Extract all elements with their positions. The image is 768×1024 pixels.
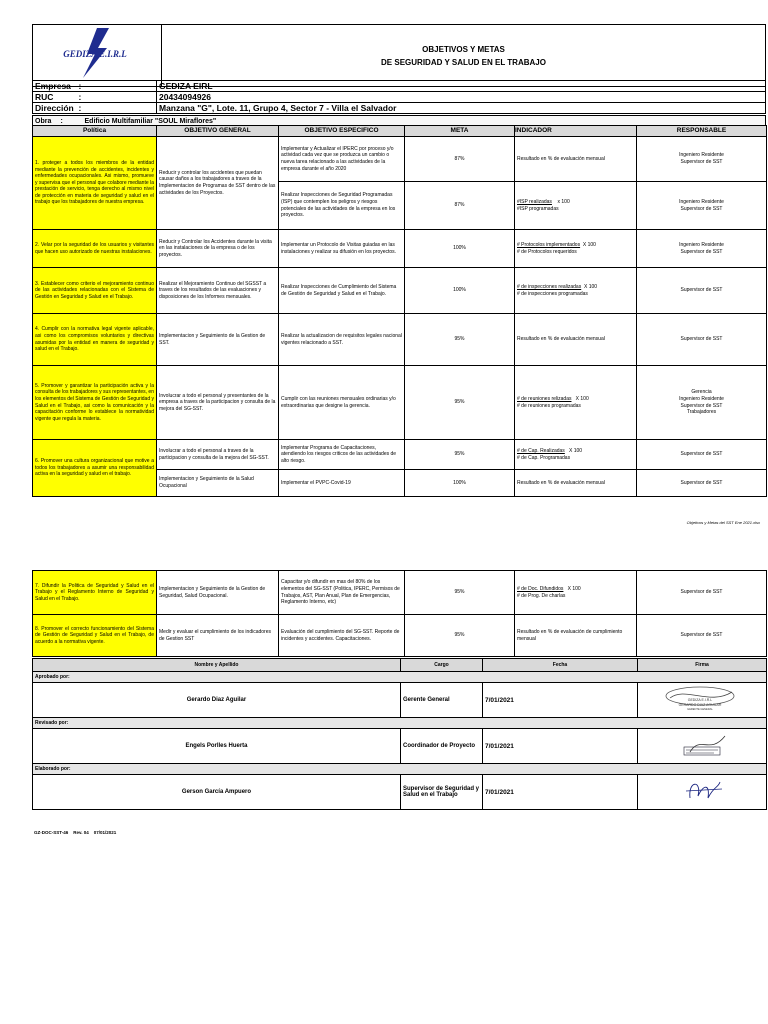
footer-date: 07/01/2021: [93, 830, 117, 835]
indicador-multiplier: X 100: [568, 447, 583, 454]
objetivo-especifico-cell: Realizar la actualizacion de requisitos legales nacional vigentes relacionado a SST.: [279, 314, 405, 366]
indicador-multiplier: X 100: [584, 283, 598, 290]
colon: :: [59, 116, 83, 128]
col-fecha: Fecha: [483, 659, 638, 672]
revisado-label: Revisado por:: [33, 718, 767, 729]
objetivo-general-cell: Implementacion y Seguimiento de la Salud Ocupacional: [157, 470, 279, 497]
meta-cell: 100%: [405, 230, 515, 268]
indicador-multiplier: x 100: [557, 198, 570, 205]
indicador-numerator: #ISP realizadas: [517, 198, 552, 205]
col-objetivo-general: OBJETIVO GENERAL: [157, 126, 279, 137]
title-line-1: OBJETIVOS Y METAS: [422, 44, 505, 54]
objetivo-especifico-cell: Implementar Programa de Capacitaciones, atendiendo los riesgos criticos de las actividades de alto riesgo.: [279, 440, 405, 470]
table-row: [33, 314, 767, 366]
aprobado-firma: [638, 683, 767, 718]
objectives-table: [32, 125, 767, 497]
responsable-line: Supervisor de SST: [680, 402, 723, 409]
politica-cell: 1. proteger a todos los miembros de la entidad mediante la prevención de accidentes, incidentes y enfermedades ocupacionales. Asi mismo, promueve y supervisa que el personal que colabore mediante la prestación de servicio, tenga derecho al mismo nivel de protección en materia de seguridad y salud en el trabajo que los trabajadores de nuestra empresa.: [33, 137, 157, 230]
objetivo-especifico-cell: Realizar Inspecciones de Seguridad Programadas (ISP) que contemplen los peligros y riesgos potenciales de las actividades de la empresa en los proyectos.: [279, 182, 405, 230]
table-row: [33, 571, 767, 615]
document-header: [32, 24, 766, 87]
meta-cell: 95%: [405, 314, 515, 366]
col-objetivo-especifico: OBJETIVO ESPECIFICO: [279, 126, 405, 137]
revisado-firma: [638, 729, 767, 764]
meta-cell: 87%: [405, 137, 515, 182]
responsable-cell: [637, 366, 767, 440]
indicador-numerator: # de reuniones relizadas: [517, 395, 572, 402]
responsable-cell: [637, 137, 767, 182]
ruc-label: RUC: [33, 92, 77, 103]
signature-stamp-icon: [640, 684, 760, 714]
responsable-line: Trabajadores: [686, 409, 717, 416]
document-title: [162, 25, 766, 87]
politica-cell: 4. Cumplir con la normativa legal vigente aplicable, asi como los compromisos voluntarios y directivas asumidas por la entidad en manera de seguridad y salud en el Trabajo.: [33, 314, 157, 366]
objetivo-especifico-cell: Implementar y Actualizar el IPERC por proceso y/o actividad cada vez que se produzca un cambio o nueva tarea relacionado a las actividades de la empresa durante el año 2020: [279, 137, 405, 182]
obra-value: Edificio Multifamiliar "SOUL Miraflores": [83, 116, 766, 128]
empresa-label: Empresa: [33, 81, 77, 92]
responsable-cell: Supervisor de SST: [637, 571, 767, 615]
document-code: [34, 830, 116, 835]
elaborado-nombre: Gerson García Ampuero: [33, 775, 401, 810]
signature-table: [32, 658, 767, 810]
direccion-label: Dirección: [33, 103, 77, 114]
responsable-line: Ingeniero Residente: [679, 395, 724, 402]
responsable-cell: [637, 230, 767, 268]
meta-cell: 95%: [405, 615, 515, 657]
objetivo-especifico-cell: Implementar el PVPC-Covid-19: [279, 470, 405, 497]
col-meta: META: [405, 126, 515, 137]
obra-label: Obra: [33, 116, 59, 128]
politica-cell: 8. Promover el correcto funcionamiento del Sistema de Gestión de Seguridad y Salud en el Trabajo, de acuerdo a la normativa vigente.: [33, 615, 157, 657]
responsable-cell: Supervisor de SST: [637, 470, 767, 497]
responsable-line: Ingeniero Residente: [679, 198, 724, 205]
empresa-value: GEDIZA EIRL: [157, 81, 766, 92]
responsable-cell: Supervisor de SST: [637, 268, 767, 314]
indicador-cell: Resultado en % de evaluación mensual: [515, 137, 637, 182]
indicador-denominator: # de Prog. De charlas: [517, 592, 566, 599]
responsable-cell: Supervisor de SST: [637, 314, 767, 366]
objetivo-general-cell: Implementacion y Seguimiento de la Gestion de Seguridad, Salud Ocupacional.: [157, 571, 279, 615]
signature-icon: [640, 776, 760, 806]
politica-cell: 7. Difundir la Politica de Seguridad y Salud en el Trabajo y el Reglamento Interno de Seguridad y Salud en el Trabajo.: [33, 571, 157, 615]
col-responsable: RESPONSABLE: [637, 126, 767, 137]
title-line-2: DE SEGURIDAD Y SALUD EN EL TRABAJO: [381, 57, 546, 67]
politica-cell: 5. Promover y garantizar la participación activa y la consulta de los trabajadores y sus representantes, en los elementos del Sistema de Gestión de Seguridad y Salud en el Trabajo, asi como la comunicación y la capacitación conforme lo establece la normatividad vigente que regula la materia.: [33, 366, 157, 440]
objetivo-general-cell: Implementacion y Seguimiento de la Gestion de SST.: [157, 314, 279, 366]
indicador-denominator: # de Cap. Programadas: [517, 454, 571, 461]
logo-text: GEDIZA E.I.R.L: [63, 49, 127, 59]
colon: :: [77, 103, 157, 114]
col-cargo: Cargo: [401, 659, 483, 672]
objetivo-especifico-cell: Implementar un Protocolo de Visitas guiadas en las instalaciones y realizar su difusión en los proyectos.: [279, 230, 405, 268]
meta-cell: 95%: [405, 571, 515, 615]
indicador-cell: [515, 230, 637, 268]
responsable-line: Supervisor de SST: [680, 159, 723, 165]
elaborado-firma: [638, 775, 767, 810]
stamp-line: GERENTE GENERAL: [687, 708, 713, 711]
politica-cell: 2. Velar por la seguridad de los usuarios y visitantes que hacen uso autorizado de nuestras instalaciones.: [33, 230, 157, 268]
indicador-denominator: # de Protocolos requeridos: [517, 248, 577, 255]
elaborado-cargo: Supervisor de Seguridad y Salud en el Trabajo: [401, 775, 483, 810]
indicador-cell: [515, 182, 637, 230]
revisado-nombre: Engels Porlles Huerta: [33, 729, 401, 764]
responsable-line: Gerencia: [691, 389, 712, 396]
responsable-line: Supervisor de SST: [680, 248, 723, 255]
company-logo: [35, 26, 155, 80]
company-info: [32, 80, 766, 114]
revisado-fecha: 7/01/2021: [483, 729, 638, 764]
meta-cell: 95%: [405, 440, 515, 470]
stamp-line: GERARDO DIAZ AGUILAR: [678, 703, 722, 707]
page-note: Objetivos y Metas del SST Ene 2021.xlsx: [686, 520, 760, 525]
objetivo-general-cell: Involucrar a todo el personal y presentantes de la empresa a traves de la participacion y consulta de la mejora del SG-SST.: [157, 366, 279, 440]
objetivo-especifico-cell: Cumplir con las reuniones mensuales ordinarias y/o extraordinarias que designe la gerencia.: [279, 366, 405, 440]
signature-row: [33, 775, 767, 810]
objetivo-especifico-cell: Evaluación del cumplimiento del SG-SST. Reporte de incidentes y accidentes. Capacitaciones.: [279, 615, 405, 657]
colon: :: [77, 92, 157, 103]
stamp-line: GEDIZA E.I.R.L: [687, 698, 713, 702]
table-row: [33, 440, 767, 470]
direccion-value: Manzana "G", Lote. 11, Grupo 4, Sector 7 - Villa el Salvador: [157, 103, 766, 114]
table-row: [33, 230, 767, 268]
politica-cell: 6. Promover una cultura organizacional que motive a todos los trabajadores a asumir una responsabilidad activa en la seguridad y salud en el trabajo.: [33, 440, 157, 497]
objetivo-especifico-cell: Capacitar y/o difundir en mas del 80% de los elementos del SG-SST (Politica, IPERC, Permisos de Trabajos, AST, Plan Anual, Plan de Emergencias, Reglamento Interno, etc): [279, 571, 405, 615]
indicador-numerator: # de inspecciones realizadas: [517, 283, 582, 290]
indicador-cell: [515, 268, 637, 314]
objetivo-general-cell: Involucrar a todo el personal a traves de la participacion y consulta de la mejora del SG-SST.: [157, 440, 279, 470]
table-row: [33, 137, 767, 182]
col-politica: Política: [33, 126, 157, 137]
table-row: [33, 268, 767, 314]
meta-cell: 100%: [405, 470, 515, 497]
signature-row: [33, 729, 767, 764]
colon: :: [77, 81, 157, 92]
indicador-multiplier: X 100: [575, 395, 589, 402]
indicador-cell: [515, 440, 637, 470]
meta-cell: 95%: [405, 366, 515, 440]
responsable-line: Supervisor de SST: [680, 205, 723, 212]
indicador-cell: Resultado en % de evaluación mensual: [515, 470, 637, 497]
ruc-value: 20434094926: [157, 92, 766, 103]
responsable-cell: Supervisor de SST: [637, 440, 767, 470]
col-firma: Firma: [638, 659, 767, 672]
indicador-denominator: #ISP programadas: [517, 205, 559, 212]
aprobado-nombre: Gerardo Diaz Aguilar: [33, 683, 401, 718]
signature-row: [33, 683, 767, 718]
footer-revision: Rev. 04: [73, 830, 89, 835]
indicador-cell: [515, 571, 637, 615]
footer-code: GZ-DOC-SST-46: [34, 830, 69, 835]
objetivo-especifico-cell: Realizar Inspecciones de Cumplimiento del Sistema de Gestión de Seguridad y Salud en el Trabajo.: [279, 268, 405, 314]
indicador-denominator: # de reuniones programadas: [517, 402, 581, 409]
logo-cell: [33, 25, 162, 87]
table-row: [33, 366, 767, 440]
signature-icon: [640, 730, 760, 760]
indicador-numerator: # Protocolos implementados: [517, 241, 581, 248]
responsable-line: Ingeniero Residente: [679, 241, 724, 248]
responsable-line: Ingeniero Residente: [679, 152, 724, 159]
table-row: [33, 615, 767, 657]
indicador-cell: Resultado en % de evaluación de cumplimiento mensual: [515, 615, 637, 657]
politica-cell: 3. Establecer como criterio el mejoramiento continuo de las actividades relacionadas con el Sistema de Gestión en Seguridad y Salud en el Trabajo.: [33, 268, 157, 314]
col-nombre: Nombre y Apellido: [33, 659, 401, 672]
objetivo-general-cell: Medir y evaluar el cumplimiento de los indicadores de Gestion SST: [157, 615, 279, 657]
aprobado-fecha: 7/01/2021: [483, 683, 638, 718]
objetivo-general-cell: Realizar el Mejoramiento Continuo del SGSST a traves de los resultados de las evaluaciones y disposiciones de los Informes mensuales.: [157, 268, 279, 314]
col-indicador: INDICADOR: [515, 126, 637, 137]
elaborado-fecha: 7/01/2021: [483, 775, 638, 810]
responsable-cell: Supervisor de SST: [637, 615, 767, 657]
indicador-cell: Resultado en % de evaluación mensual: [515, 314, 637, 366]
indicador-denominator: # de inspecciones programadas: [517, 290, 588, 297]
aprobado-cargo: Gerente General: [401, 683, 483, 718]
indicador-numerator: # de Doc. Difundidos: [517, 585, 564, 592]
aprobado-label: Aprobado por:: [33, 672, 767, 683]
meta-cell: 87%: [405, 182, 515, 230]
revisado-cargo: Coordinador de Proyecto: [401, 729, 483, 764]
indicador-multiplier: X 100: [582, 241, 596, 248]
objetivo-general-cell: Reducir y Controlar los Accidentes durante la visita en las instalaciones de la empresa o de los proyectos.: [157, 230, 279, 268]
indicador-cell: [515, 366, 637, 440]
indicador-multiplier: X 100: [567, 585, 581, 592]
indicador-numerator: # de Cap. Realizadas: [517, 447, 565, 454]
meta-cell: 100%: [405, 268, 515, 314]
elaborado-label: Elaborado por:: [33, 764, 767, 775]
responsable-cell: [637, 182, 767, 230]
objetivo-general-cell: Reducir y controlar los accidentes que puedan causar daños a los trabajadores a traves de la Implementacion de Programas de SST dentro de las actividades de los Proyectos.: [157, 137, 279, 230]
objectives-table-continued: [32, 570, 767, 657]
